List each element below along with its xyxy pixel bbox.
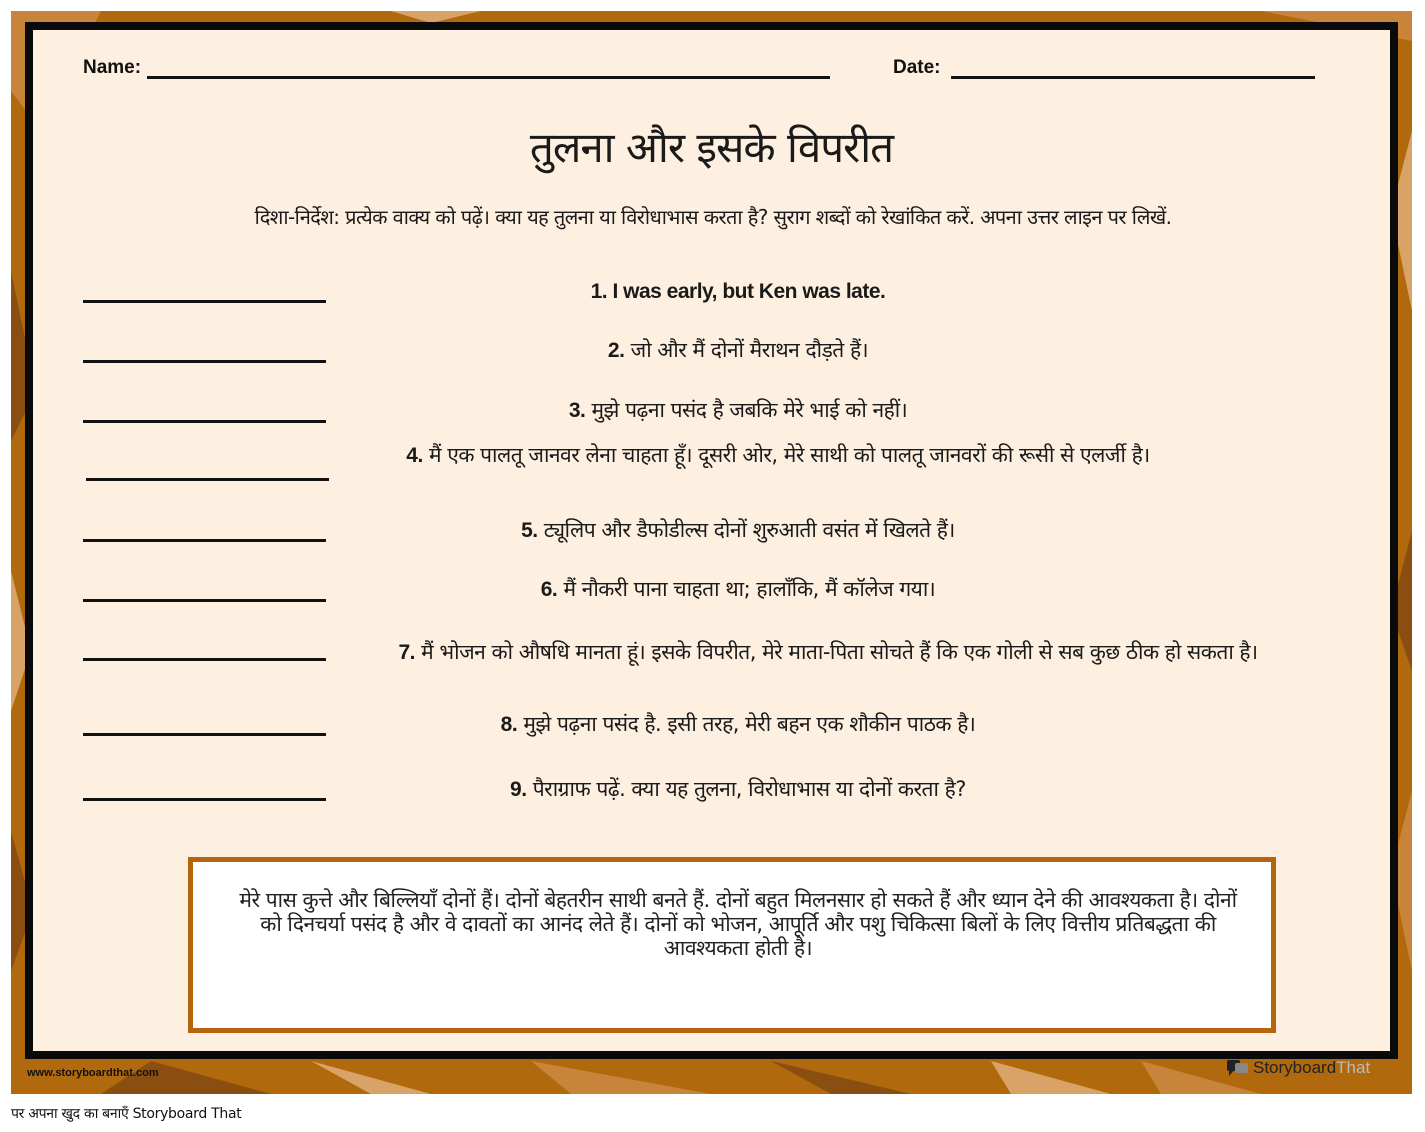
question-1 xyxy=(413,280,1063,304)
question-8 xyxy=(363,712,1113,737)
question-9 xyxy=(363,777,1113,802)
question-text: मैं नौकरी पाना चाहता था; हालाँकि, मैं कॉलेज गया। xyxy=(557,577,936,601)
answer-line-4[interactable] xyxy=(86,478,329,481)
question-number: 9. xyxy=(510,778,527,801)
question-7 xyxy=(358,640,1298,665)
question-text: मैं एक पालतू जानवर लेना चाहता हूँ। दूसरी ओर, मेरे साथी को पालतू जानवरों की रूसी से एलर्जी है। xyxy=(422,443,1150,467)
name-label: Name: xyxy=(83,57,142,78)
answer-line-8[interactable] xyxy=(83,733,326,736)
question-text: मुझे पढ़ना पसंद है जबकि मेरे भाई को नहीं। xyxy=(585,398,908,422)
question-number: 4. xyxy=(406,444,423,467)
passage-box xyxy=(188,857,1276,1033)
brand-that: That xyxy=(1336,1058,1371,1077)
answer-line-3[interactable] xyxy=(83,420,326,423)
answer-line-9[interactable] xyxy=(83,798,326,801)
question-text: ट्यूलिप और डैफोडील्स दोनों शुरुआती वसंत में खिलते हैं। xyxy=(537,518,955,542)
question-number: 5. xyxy=(521,519,538,542)
question-5 xyxy=(363,518,1113,543)
answer-line-6[interactable] xyxy=(83,599,326,602)
brand-storyboard: Storyboard xyxy=(1253,1058,1337,1077)
worksheet-page xyxy=(33,30,1390,1051)
decorative-frame xyxy=(11,11,1412,1094)
question-text: मैं भोजन को औषधि मानता हूं। इसके विपरीत, मेरे माता-पिता सोचते हैं कि एक गोली से सब कुछ ठीक हो सकता है। xyxy=(414,640,1258,664)
question-number: 6. xyxy=(540,578,558,601)
question-2 xyxy=(413,338,1063,363)
answer-line-1[interactable] xyxy=(83,300,326,303)
question-number: 2. xyxy=(607,339,625,362)
website-url[interactable]: www.storyboardthat.com xyxy=(27,1067,159,1079)
speech-bubble-icon xyxy=(1227,1058,1249,1078)
answer-line-5[interactable] xyxy=(83,539,326,542)
date-line[interactable] xyxy=(951,76,1315,79)
question-number: 8. xyxy=(500,713,518,736)
date-label: Date: xyxy=(893,57,941,78)
question-text: मुझे पढ़ना पसंद है. इसी तरह, मेरी बहन एक शौकीन पाठक है। xyxy=(517,712,976,736)
question-text: जो और मैं दोनों मैराथन दौड़ते हैं। xyxy=(624,338,869,362)
footer-link[interactable]: पर अपना खुद का बनाएँ Storyboard That xyxy=(11,1106,242,1122)
page-title: तुलना और इसके विपरीत xyxy=(529,123,894,172)
question-3 xyxy=(363,398,1113,423)
question-text: I was early, but Ken was late. xyxy=(607,280,886,303)
passage-text: मेरे पास कुत्ते और बिल्लियाँ दोनों हैं। दोनों बेहतरीन साथी बनते हैं. दोनों बहुत मिलनसार हो सकते हैं और ध्यान देने की आवश्यकता है। दोनों को दिनचर्या पसंद है और वे दावतों का आनंद लेते हैं। दोनों को भोजन, आपूर्ति और पशु चिकित्सा बिलों के लिए वित्तीय प्रतिबद्धता की आवश्यकता होती है। xyxy=(239,888,1237,960)
question-text: पैराग्राफ पढ़ें. क्या यह तुलना, विरोधाभास या दोनों करता है? xyxy=(526,777,966,801)
question-number: 7. xyxy=(398,641,415,664)
question-number: 1. xyxy=(590,280,608,303)
storyboardthat-logo[interactable] xyxy=(1227,1057,1370,1079)
directions-text: दिशा-निर्देश: प्रत्येक वाक्य को पढ़ें। क्या यह तुलना या विरोधाभास करता है? सुराग शब्दों को रेखांकित करें. अपना उत्तर लाइन पर लिखें. xyxy=(254,205,1172,229)
answer-line-7[interactable] xyxy=(83,658,326,661)
question-4 xyxy=(348,443,1208,468)
answer-line-2[interactable] xyxy=(83,360,326,363)
question-number: 3. xyxy=(568,399,586,422)
name-line[interactable] xyxy=(147,76,830,79)
question-6 xyxy=(363,577,1113,602)
